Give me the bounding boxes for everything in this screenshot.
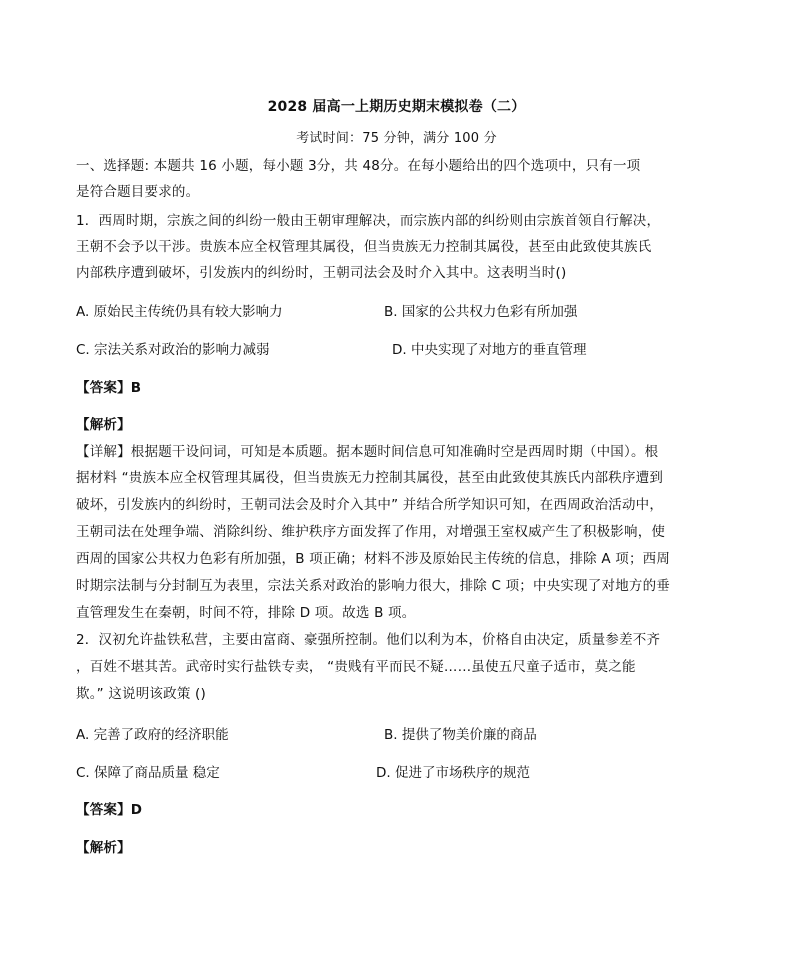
q1-detail-line2: 据材料 “贵族本应全权管理其属役，但当贵族无力控制其属役，甚至由此致使其族氏内部秩序遭到 xyxy=(76,470,664,486)
q1-stem-line3: 内部秩序遭到破坏，引发族内的纠纷时，王朝司法会及时介入其中。这表明当时() xyxy=(76,265,567,281)
q1-detail-line4: 王朝司法在处理争端、消除纠纷、维护秩序方面发挥了作用，对增强王室权威产生了积极影响，使 xyxy=(76,524,666,540)
q2-answer: 【答案】D xyxy=(76,802,143,818)
q1-stem-line2: 王朝不会予以干涉。贵族本应全权管理其属役，但当贵族无力控制其属役，甚至由此致使其族氏 xyxy=(76,239,652,255)
q1-detail-line3: 破坏，引发族内的纠纷时，王朝司法会及时介入其中” 并结合所学知识可知，在西周政治活动中， xyxy=(76,497,664,513)
q2-option-b: B. 提供了物美价廉的商品 xyxy=(384,727,537,743)
exam-time-info: 考试时间：75 分钟，满分 100 分 xyxy=(296,131,497,146)
q1-option-d: D. 中央实现了对地方的垂直管理 xyxy=(392,342,587,358)
q2-stem-line3: 欺。” 这说明该政策 () xyxy=(76,686,206,702)
section-instructions-line2: 是符合题目要求的。 xyxy=(76,184,200,200)
q1-detail-line6: 时期宗法制与分封制互为表里，宗法关系对政治的影响力很大，排除 C 项；中央实现了对地方的垂 xyxy=(76,578,671,594)
page-title: 2028 届高一上期历史期末模拟卷（二） xyxy=(267,99,526,115)
q1-answer: 【答案】B xyxy=(76,380,142,396)
section-instructions-line1: 一、选择题: 本题共 16 小题，每小题 3分，共 48分。在每小题给出的四个选项中，只有一项 xyxy=(76,158,641,174)
q2-stem-line2: ，百姓不堪其苦。武帝时实行盐铁专卖， “贵贱有平而民不疑……虽使五尺童子适市，莫之能 xyxy=(76,659,636,675)
q1-detail-line7: 直管理发生在秦朝，时间不符，排除 D 项。故选 B 项。 xyxy=(76,605,416,621)
q1-analysis-label: 【解析】 xyxy=(76,417,131,433)
q1-option-a: A. 原始民主传统仍具有较大影响力 xyxy=(76,304,283,320)
q1-option-c: C. 宗法关系对政治的影响力减弱 xyxy=(76,342,270,358)
q2-stem-line1: 2．汉初允许盐铁私营，主要由富商、豪强所控制。他们以利为本，价格自由决定，质量参差不齐 xyxy=(76,632,661,648)
q1-detail-line1: 【详解】根据题干设问词，可知是本质题。据本题时间信息可知准确时空是西周时期（中国）。根 xyxy=(76,444,659,460)
q2-analysis-label: 【解析】 xyxy=(76,840,131,856)
q1-stem-line1: 1．西周时期，宗族之间的纠纷一般由王朝审理解决，而宗族内部的纠纷则由宗族首领自行解决， xyxy=(76,213,661,229)
q1-option-b: B. 国家的公共权力色彩有所加强 xyxy=(384,304,578,320)
q1-detail-line5: 西周的国家公共权力色彩有所加强，B 项正确；材料不涉及原始民主传统的信息，排除 A 项；西周 xyxy=(76,551,671,567)
q2-option-a: A. 完善了政府的经济职能 xyxy=(76,727,229,743)
q2-option-d: D. 促进了市场秩序的规范 xyxy=(376,765,530,781)
q2-option-c: C. 保障了商品质量 稳定 xyxy=(76,765,220,781)
